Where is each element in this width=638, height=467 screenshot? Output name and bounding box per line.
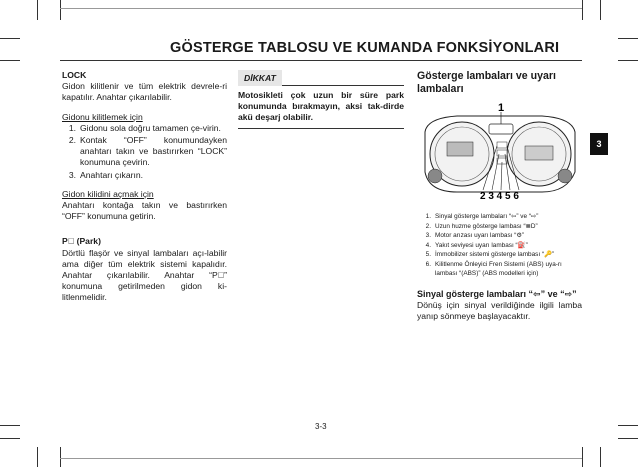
indicators-title: Gösterge lambaları ve uyarı lambaları <box>417 70 556 95</box>
column-dikkat <box>238 70 404 129</box>
crop-mark <box>60 8 582 9</box>
park-text: Dörtlü flaşör ve sinyal lambaları açı-labilir ama diğer tüm elektrik sistemi kapalıdır. Anahtar çıkarılabilir. Anahtar “P⃪” konumuna getirilmeden gidon ki-litlenmelidir. <box>62 247 227 303</box>
instrument-cluster-drawing <box>417 102 582 202</box>
crop-mark <box>618 438 638 439</box>
column-indicators <box>417 70 582 330</box>
crop-mark <box>582 447 583 467</box>
crop-mark <box>0 438 20 439</box>
crop-mark <box>618 425 638 426</box>
crop-mark <box>618 38 638 39</box>
crop-mark <box>60 0 61 20</box>
list-item: 1. Gidonu sola doğru tamamen çe-virin. <box>68 122 221 133</box>
crop-mark <box>0 38 20 39</box>
park-heading-row <box>62 236 227 247</box>
callouts-2-6: 2 3 4 5 6 <box>480 191 519 202</box>
list-item: 3. Motor arızası uyarı lambası “⚙” <box>425 232 525 239</box>
crop-mark <box>37 447 38 467</box>
crop-mark <box>60 447 61 467</box>
dikkat-rule-bottom <box>238 128 404 129</box>
column-lock <box>62 70 227 312</box>
chapter-tab: 3 <box>590 133 608 155</box>
callout-1: 1 <box>498 102 505 114</box>
lock-steps <box>62 123 227 181</box>
list-item: 2. Kontak “OFF” konumundayken anahtarı takın ve bastırırken “LOCK” konumuna çevirin. <box>68 135 227 168</box>
list-item: 1. Sinyal gösterge lambaları “⇦” ve “⇨” <box>425 213 539 220</box>
sinyal-heading: Sinyal gösterge lambaları “⇦” ve “⇨” <box>417 288 577 299</box>
crop-mark <box>582 0 583 20</box>
park-icon: P⃪ <box>62 236 75 247</box>
dikkat-text: Motosikleti çok uzun bir süre park konumunda bırakmayın, aksi tak-dirde akü deşarj olabilir. <box>238 90 404 123</box>
header-rule <box>60 60 582 61</box>
dikkat-label: DİKKAT <box>238 70 282 86</box>
crop-mark <box>37 0 38 20</box>
list-item: 4. Yakıt seviyesi uyarı lambası “⛽” <box>425 241 528 249</box>
list-item: 5. İmmobilizer sistemi gösterge lambası “🔑” <box>425 251 555 258</box>
instrument-cluster-illustration <box>417 102 582 202</box>
dikkat-box <box>238 70 404 129</box>
sinyal-text: Dönüş için sinyal verildiğinde ilgili lamba yanıp sönmeye başlayacaktır. <box>417 299 582 321</box>
list-item: 2. Uzun huzme gösterge lambası “≣D” <box>425 222 538 230</box>
list-item: 3. Anahtarı çıkarın. <box>68 169 144 180</box>
crop-mark <box>600 447 601 467</box>
crop-mark <box>600 0 601 20</box>
dikkat-rule <box>282 85 404 86</box>
crop-mark <box>60 458 582 459</box>
crop-mark <box>0 425 20 426</box>
lock-heading: LOCK <box>62 70 87 80</box>
indicator-list <box>417 212 582 279</box>
crop-mark <box>0 60 20 61</box>
lock-subheading: Gidonu kilitlemek için <box>62 111 143 122</box>
page-title: GÖSTERGE TABLOSU VE KUMANDA FONKSİYONLARI <box>170 40 560 56</box>
page-number: 3-3 <box>315 422 327 431</box>
unlock-subheading: Gidon kilidini açmak için <box>62 188 154 199</box>
crop-mark <box>618 60 638 61</box>
lock-text: Gidon kilitlenir ve tüm elektrik devrele-ri kapatılır. Anahtar çıkarılabilir. <box>62 81 227 103</box>
list-item: 6. Kilitlenme Önleyici Fren Sistemi (ABS) uya-rı lambası “(ABS)” (ABS modelleri için) <box>425 260 562 277</box>
unlock-text: Anahtarı kontağa takın ve bastırırken “OFF” konumuna getirin. <box>62 200 227 222</box>
park-heading: (Park) <box>76 236 101 247</box>
